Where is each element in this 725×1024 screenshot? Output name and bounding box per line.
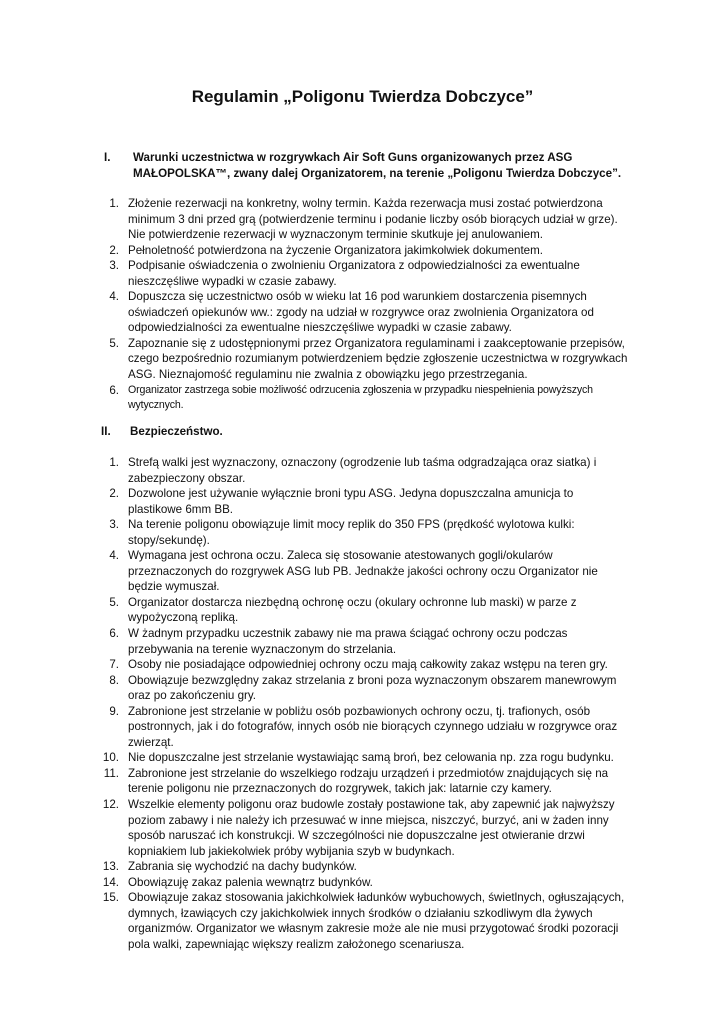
- list-item: [101, 517, 629, 548]
- item-text: Zabrania się wychodzić na dachy budynków.: [128, 860, 357, 874]
- item-text: Pełnoletność potwierdzona na życzenie Organizatora jakimkolwiek dokumentem.: [128, 243, 544, 257]
- list-item: [101, 595, 629, 626]
- section-2-heading: Bezpieczeństwo.: [130, 425, 223, 438]
- list-item: [101, 486, 629, 517]
- item-number: 6.: [109, 627, 119, 641]
- item-text: Złożenie rezerwacji na konkretny, wolny termin. Każda rezerwacja musi zostać potwierdzona minimum 3 dni przed grą (potwierdzenie terminu i podanie liczby osób biorących udział w grze). Nie potwierdzenie rezerwacji w wyznaczonym terminie skutkuje jej anulowaniem.: [128, 197, 618, 242]
- item-number: 11.: [103, 766, 119, 780]
- list-item: [101, 336, 629, 383]
- item-text: Obowiązuję zakaz palenia wewnątrz budynków.: [128, 875, 373, 889]
- document-title: Regulamin „Poligonu Twierdza Dobczyce”: [191, 87, 534, 106]
- section-2-list: [101, 455, 629, 953]
- item-text: Wymagana jest ochrona oczu. Zaleca się stosowanie atestowanych gogli/okularów przeznaczonych do rozgrywek ASG lub PB. Jednakże jakości ochrony oczu Organizator nie będzie wymuszał.: [128, 549, 598, 594]
- list-item: [101, 657, 629, 673]
- item-text: Obowiązuje zakaz stosowania jakichkolwiek ładunków wybuchowych, świetlnych, ogłuszających, dymnych, łzawiących czy jakichkolwiek innych środków o działaniu szkodliwym dla żywych organizmów. Organizator we własnym zakresie może ale nie musi przygotować środki pozoracji pola walki, zapewniając większy realizm założonego scenariusza.: [128, 891, 625, 951]
- item-text: Zabronione jest strzelanie do wszelkiego rodzaju urządzeń i przedmiotów znajdujących się na terenie poligonu nie przeznaczonych do rozgrywek, takich jak: latarnie czy kamery.: [128, 766, 609, 796]
- list-item: [101, 258, 629, 289]
- item-text: Wszelkie elementy poligonu oraz budowle zostały postawione tak, aby zapewnić jak najwyższy poziom zabawy i nie należy ich przesuwać w inne miejsca, niszczyć, burzyć, ani w żaden inny sposób naruszać ich konstrukcji. W szczególności nie dopuszczalne jest otwieranie drzwi kopniakiem lub jakiekolwiek próby wybijania szyb w budynkach.: [128, 798, 615, 858]
- list-item: [101, 243, 629, 259]
- item-text: Organizator zastrzega sobie możliwość odrzucenia zgłoszenia w przypadku niespełnienia powyższych wytycznych.: [128, 383, 593, 412]
- item-number: 12.: [102, 798, 119, 812]
- item-text: Nie dopuszczalne jest strzelanie wystawiając samą broń, bez celowania np. zza rogu budynku.: [128, 751, 614, 765]
- item-text: Osoby nie posiadające odpowiedniej ochrony oczu mają całkowity zakaz wstępu na teren gry.: [128, 658, 608, 672]
- item-text: Dopuszcza się uczestnictwo osób w wieku lat 16 pod warunkiem dostarczenia pisemnych oświadczeń opiekunów ww.: zgody na udział w rozgrywce oraz zwolnienia Organizatora od odpowiedzialności za ewentualne nieszczęśliwe wypadki w czasie zabawy.: [128, 290, 594, 335]
- item-number: 3.: [109, 518, 119, 532]
- item-text: Podpisanie oświadczenia o zwolnieniu Organizatora z odpowiedzialności za ewentualne nieszczęśliwe wypadki w czasie zabawy.: [128, 259, 580, 288]
- list-item: [101, 766, 629, 797]
- item-number: 4.: [109, 290, 119, 304]
- section-1-number: I.: [104, 151, 111, 164]
- list-item: [101, 890, 629, 952]
- item-number: 5.: [109, 336, 119, 350]
- section-2-number: II.: [101, 425, 111, 438]
- section-1-list: [101, 196, 629, 414]
- item-number: 8.: [109, 673, 119, 687]
- item-number: 15.: [102, 891, 119, 905]
- list-item: [101, 383, 629, 414]
- list-item: [101, 750, 629, 766]
- list-item: [101, 626, 629, 657]
- item-number: 9.: [109, 704, 119, 718]
- item-number: 5.: [109, 595, 119, 609]
- section-1-heading: Warunki uczestnictwa w rozgrywkach Air Soft Guns organizowanych przez ASG MAŁOPOLSKA™, zwany dalej Organizatorem, na terenie „Poligonu Twierdza Dobczyce”.: [133, 151, 622, 180]
- item-text: Organizator dostarcza niezbędną ochronę oczu (okulary ochronne lub maski) w parze z wypożyczoną repliką.: [128, 595, 577, 625]
- list-item: [101, 548, 629, 595]
- list-item: [101, 704, 629, 751]
- item-number: 2.: [109, 487, 119, 501]
- item-text: Zabronione jest strzelanie w pobliżu osób pozbawionych ochrony oczu, tj. trafionych, osób postronnych, jak i do fotografów, innych osób nie biorących czynnego udziału w rozgrywce oraz zwierząt.: [128, 704, 618, 749]
- list-item: [101, 875, 629, 891]
- item-number: 4.: [109, 549, 119, 563]
- item-number: 2.: [109, 243, 119, 257]
- item-number: 14.: [102, 875, 119, 889]
- item-number: 1.: [109, 197, 119, 210]
- item-number: 1.: [109, 456, 119, 469]
- list-item: [101, 673, 629, 704]
- list-item: [101, 455, 629, 486]
- item-number: 3.: [109, 259, 119, 273]
- item-text: Zapoznanie się z udostępnionymi przez Organizatora regulaminami i zaakceptowanie przepisów, czego bezpośrednio rozumianym potwierdzeniem będzie zgłoszenie uczestnictwa w rozgrywkach ASG. Nieznajomość regulaminu nie zwalnia z obowiązku jego przestrzegania.: [128, 336, 628, 382]
- list-item: [101, 797, 629, 859]
- item-text: Strefą walki jest wyznaczony, oznaczony (ogrodzenie lub taśma odgradzająca oraz siatka) i zabezpieczony obszar.: [128, 456, 597, 485]
- item-number: 13.: [102, 860, 119, 874]
- list-item: [101, 196, 629, 243]
- list-item: [101, 859, 629, 875]
- item-number: 6.: [109, 383, 119, 397]
- item-text: Dozwolone jest używanie wyłącznie broni typu ASG. Jedyna dopuszczalna amunicja to plastikowe 6mm BB.: [128, 487, 574, 516]
- item-number: 10.: [102, 751, 119, 765]
- item-text: Obowiązuje bezwzględny zakaz strzelania z broni poza wyznaczonym obszarem manewrowym oraz po zakończeniu gry.: [128, 673, 617, 703]
- item-text: W żadnym przypadku uczestnik zabawy nie ma prawa ściągać ochrony oczu podczas przebywania na terenie wyznaczonym do strzelania.: [128, 627, 568, 656]
- list-item: [101, 289, 629, 336]
- item-number: 7.: [109, 658, 119, 672]
- item-text: Na terenie poligonu obowiązuje limit mocy replik do 350 FPS (prędkość wylotowa kulki: stopy/sekundę).: [128, 518, 575, 547]
